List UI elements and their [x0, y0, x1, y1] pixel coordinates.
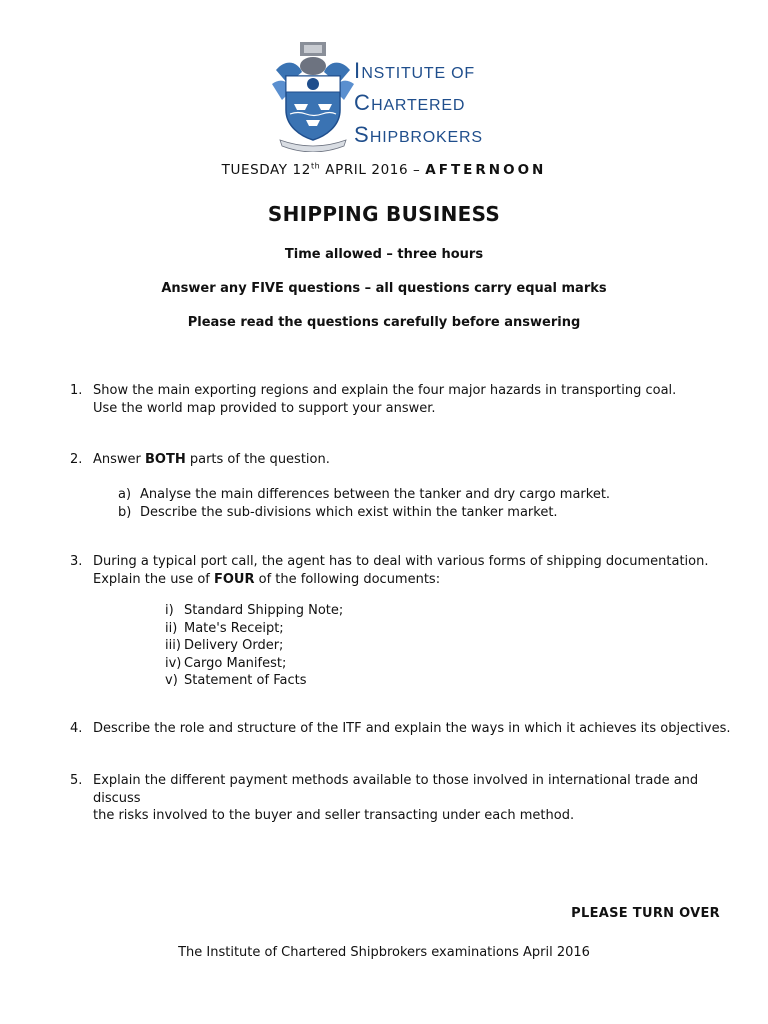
question-text: the risks involved to the buyer and seller transacting under each method. — [93, 808, 575, 823]
question-3-documents — [165, 602, 343, 690]
question-2-parts — [118, 486, 610, 521]
page-footer: The Institute of Chartered Shipbrokers examinations April 2016 — [178, 945, 590, 960]
question-text: Answer BOTH parts of the question. — [93, 452, 330, 467]
time-allowed: Time allowed – three hours — [284, 247, 484, 262]
question-number: 2. — [70, 452, 83, 467]
question-text: Explain the use of FOUR of the following documents: — [93, 571, 441, 587]
question-text: Explain the different payment methods available to those involved in international trade and discuss — [93, 773, 699, 806]
exam-title: SHIPPING BUSINESS — [267, 202, 501, 226]
question-number: 5. — [70, 773, 83, 788]
list-item: ii) Mate's Receipt; — [165, 620, 284, 636]
reading-advice: Please read the questions carefully before answering — [187, 315, 581, 330]
turn-over-note: PLEASE TURN OVER — [571, 906, 720, 921]
list-item: iii) Delivery Order; — [165, 638, 284, 653]
list-item: b) Describe the sub-divisions which exist within the tanker market. — [118, 504, 558, 520]
question-number: 1. — [70, 383, 83, 398]
exam-date: TUESDAY 12th APRIL 2016 – AFTERNOON — [221, 161, 547, 178]
coat-of-arms-icon — [268, 40, 358, 152]
list-item: v) Statement of Facts — [165, 673, 307, 688]
question-text: Describe the role and structure of the ITF and explain the ways in which it achieves its objectives. — [93, 721, 731, 736]
question-number: 4. — [70, 721, 83, 736]
institute-logo — [268, 40, 508, 152]
answer-instruction: Answer any FIVE questions – all questions carry equal marks — [161, 281, 607, 296]
list-item: iv) Cargo Manifest; — [165, 655, 287, 671]
question-text: Use the world map provided to support your answer. — [93, 400, 436, 416]
list-item: i) Standard Shipping Note; — [165, 603, 344, 618]
list-item: a) Analyse the main differences between the tanker and dry cargo market. — [118, 487, 611, 502]
question-number: 3. — [70, 554, 83, 569]
logo-wordmark: INSTITUTE OF CHARTERED SHIPBROKERS — [354, 58, 483, 147]
question-text: During a typical port call, the agent has to deal with various forms of shipping documentation. — [93, 554, 709, 569]
question-text: Show the main exporting regions and explain the four major hazards in transporting coal. — [93, 383, 677, 398]
